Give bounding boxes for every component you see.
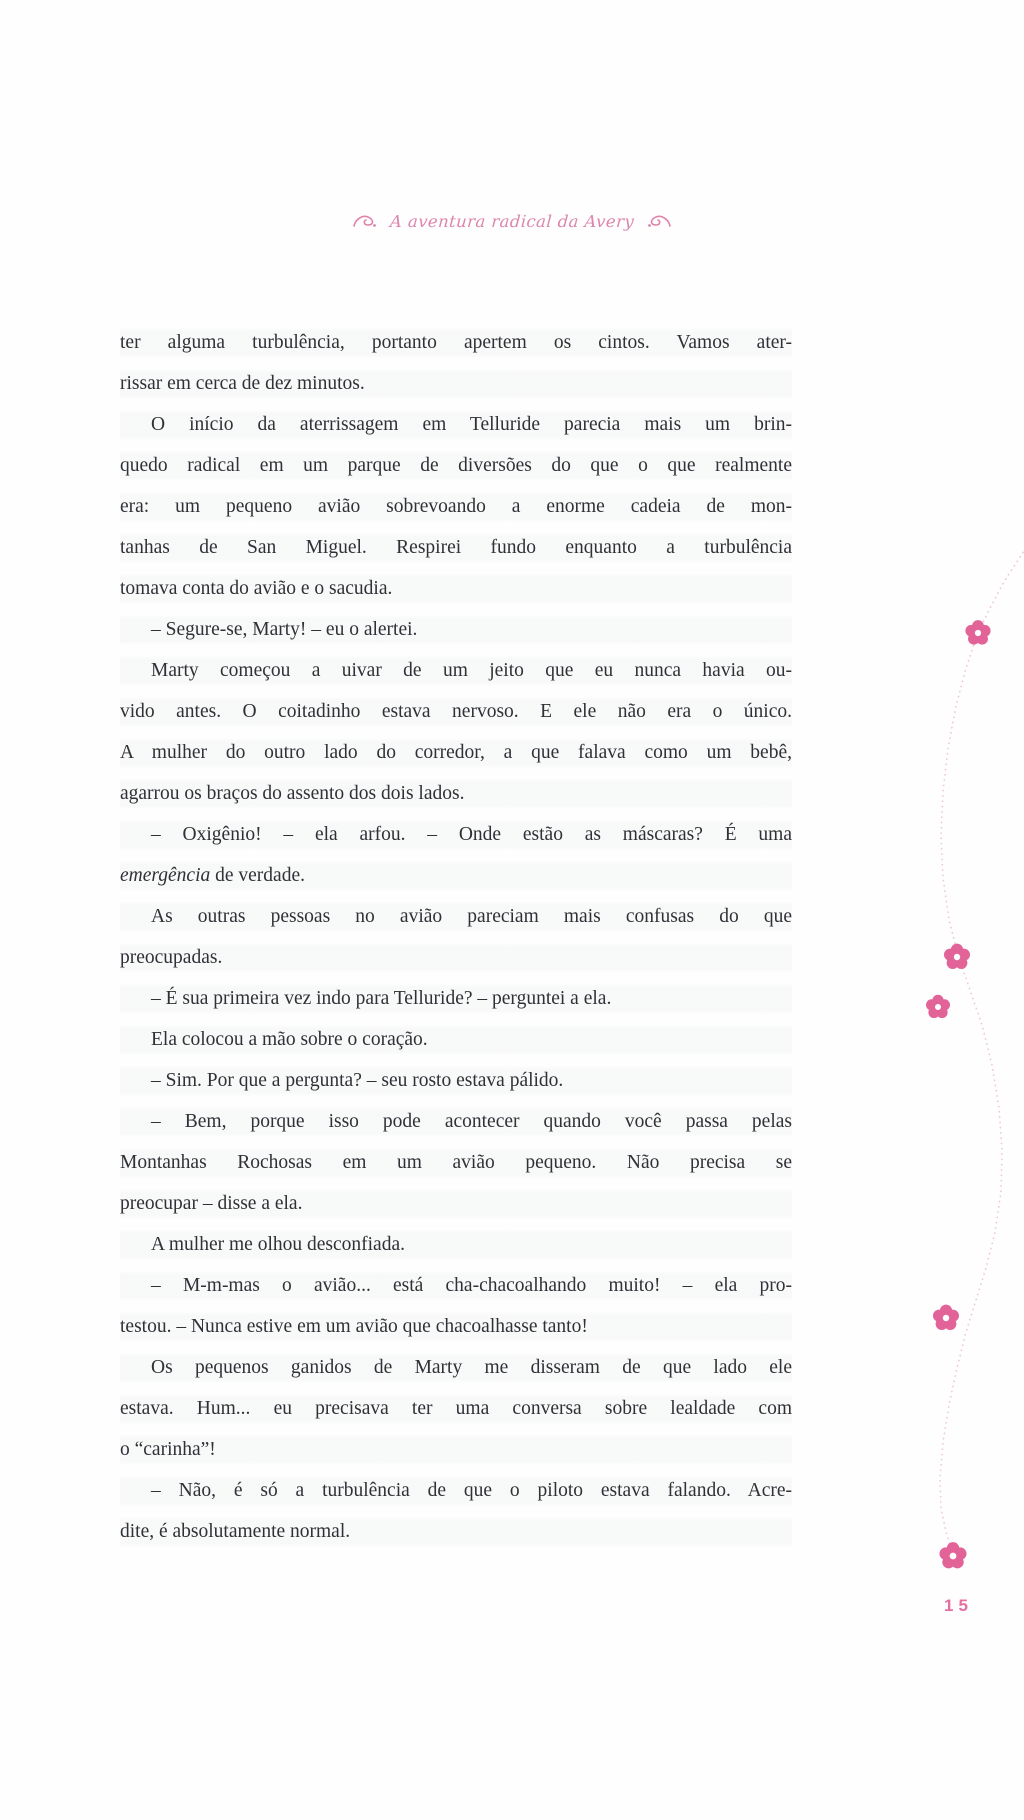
flower-icon: [933, 1305, 959, 1330]
text-line: [120, 609, 792, 650]
text-segment: As outras pessoas no avião pareciam mais confusas do que: [151, 906, 792, 927]
text-line: [120, 445, 792, 486]
page-number: 15: [944, 1596, 973, 1615]
running-title: A aventura radical da Avery: [389, 211, 635, 231]
text-segment: testou. – Nunca estive em um avião que chacoalhasse tanto!: [120, 1316, 588, 1337]
text-segment: A mulher do outro lado do corredor, a que falava como um bebê,: [120, 742, 792, 763]
text-line: [120, 896, 792, 937]
text-segment: de verdade.: [210, 865, 305, 886]
text-line: [120, 937, 792, 978]
text-line: [120, 486, 792, 527]
text-segment: rissar em cerca de dez minutos.: [120, 373, 365, 394]
text-segment: ter alguma turbulência, portanto apertem os cintos. Vamos ater-: [120, 332, 792, 353]
text-line: [120, 1101, 792, 1142]
text-segment: Montanhas Rochosas em um avião pequeno. Não precisa se: [120, 1152, 792, 1173]
text-segment: – Segure-se, Marty! – eu o alertei.: [151, 619, 418, 640]
flower-icon: [926, 995, 950, 1018]
text-segment: – M-m-mas o avião... está cha-chacoalhando muito! – ela pro-: [151, 1275, 792, 1296]
chapter-header: [0, 204, 1024, 238]
text-line: [120, 855, 792, 896]
text-segment: A mulher me olhou desconfiada.: [151, 1234, 405, 1255]
text-segment: O início da aterrissagem em Telluride parecia mais um brin-: [151, 414, 792, 435]
text-segment: – Não, é só a turbulência de que o piloto estava falando. Acre-: [151, 1480, 792, 1501]
text-segment: estava. Hum... eu precisava ter uma conversa sobre lealdade com: [120, 1398, 792, 1419]
text-line: [120, 978, 792, 1019]
text-line: [120, 404, 792, 445]
text-line: [120, 1019, 792, 1060]
text-line: [120, 773, 792, 814]
text-segment: tanhas de San Miguel. Respirei fundo enquanto a turbulência: [120, 537, 792, 558]
flourish-left-icon: [352, 212, 378, 230]
text-line: [120, 1511, 792, 1552]
text-segment: Marty começou a uivar de um jeito que eu nunca havia ou-: [151, 660, 792, 681]
text-line: [120, 1388, 792, 1429]
text-segment: – Sim. Por que a pergunta? – seu rosto estava pálido.: [151, 1070, 564, 1091]
flourish-right-icon: [646, 212, 672, 230]
text-segment: quedo radical em um parque de diversões do que o que realmente: [120, 455, 792, 476]
text-line: [120, 1347, 792, 1388]
text-line: [120, 1183, 792, 1224]
text-line: [120, 1142, 792, 1183]
text-segment: preocupadas.: [120, 947, 223, 968]
text-line: [120, 322, 792, 363]
text-line: [120, 1265, 792, 1306]
text-line: [120, 1470, 792, 1511]
text-line: [120, 363, 792, 404]
text-line: [120, 1224, 792, 1265]
text-line: [120, 814, 792, 855]
page-text: [120, 322, 792, 1552]
text-line: [120, 1429, 792, 1470]
text-segment: agarrou os braços do assento dos dois lados.: [120, 783, 465, 804]
flower-icon: [965, 620, 990, 645]
text-segment: era: um pequeno avião sobrevoando a enorme cadeia de mon-: [120, 496, 792, 517]
text-line: [120, 732, 792, 773]
text-line: [120, 1060, 792, 1101]
dotted-curve: [940, 548, 1024, 1554]
text-line: [120, 1306, 792, 1347]
text-segment: – É sua primeira vez indo para Telluride? – perguntei a ela.: [151, 988, 612, 1009]
text-segment: – Oxigênio! – ela arfou. – Onde estão as máscaras? É uma: [151, 824, 792, 845]
text-line: [120, 568, 792, 609]
text-line: [120, 650, 792, 691]
text-segment: – Bem, porque isso pode acontecer quando você passa pelas: [151, 1111, 792, 1132]
text-segment: Os pequenos ganidos de Marty me disseram de que lado ele: [151, 1357, 792, 1378]
flower-icon: [940, 1542, 967, 1568]
text-segment: preocupar – disse a ela.: [120, 1193, 303, 1214]
emphasized-text: emergência: [120, 865, 211, 886]
text-line: [120, 527, 792, 568]
text-segment: vido antes. O coitadinho estava nervoso. E ele não era o único.: [120, 701, 792, 722]
text-segment: o “carinha”!: [120, 1439, 216, 1460]
text-segment: dite, é absolutamente normal.: [120, 1521, 351, 1542]
text-line: [120, 691, 792, 732]
text-segment: Ela colocou a mão sobre o coração.: [151, 1029, 428, 1050]
flower-icon: [944, 944, 970, 969]
text-segment: tomava conta do avião e o sacudia.: [120, 578, 393, 599]
